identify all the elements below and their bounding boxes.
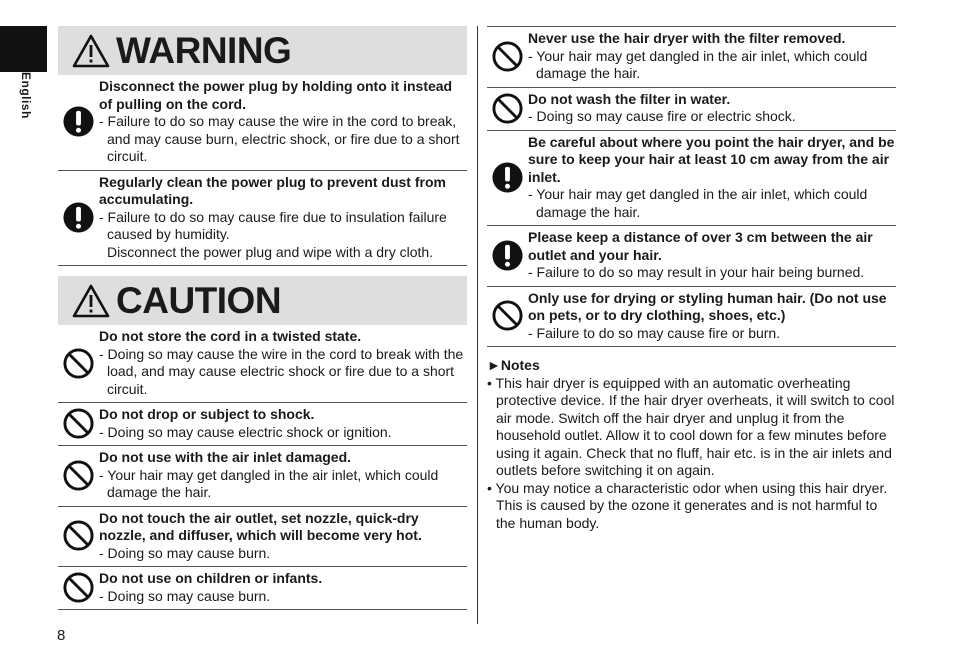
item-detail: - Your hair may get dangled in the air inlet, which could damage the hair. xyxy=(528,47,868,81)
prohibited-icon xyxy=(491,299,524,332)
language-tab xyxy=(0,26,47,72)
item-detail: - Failure to do so may cause fire due to insulation failure caused by humidity. xyxy=(99,208,447,242)
notes-title: ►Notes xyxy=(487,357,540,373)
prohibited-icon xyxy=(62,459,95,492)
item-icon-cell xyxy=(58,328,99,398)
item-detail: - Doing so may cause the wire in the cord to break with the load, and may cause electric shock or fire due to a short circuit. xyxy=(99,345,464,397)
item-icon-cell xyxy=(487,290,528,343)
prohibited-icon xyxy=(62,519,95,552)
item-detail: - Doing so may cause electric shock or ignition. xyxy=(99,423,392,440)
item-icon-cell xyxy=(58,449,99,502)
prohibited-icon xyxy=(62,407,95,440)
item-text xyxy=(528,290,896,343)
warning-heading: WARNING xyxy=(116,30,292,71)
item-title: Do not store the cord in a twisted state. xyxy=(99,328,362,344)
item-detail: - Failure to do so may result in your hair being burned. xyxy=(528,264,865,280)
item-title: Only use for drying or styling human hair. (Do not use on pets, or to dry clothing, shoes, etc.) xyxy=(528,289,887,323)
safety-item xyxy=(58,75,467,171)
item-icon-cell xyxy=(58,406,99,441)
item-text xyxy=(528,30,896,83)
safety-item xyxy=(58,403,467,446)
item-title: Never use the hair dryer with the filter removed. xyxy=(528,30,846,46)
mandatory-icon xyxy=(62,105,95,138)
caution-list xyxy=(58,325,467,610)
item-icon-cell xyxy=(487,30,528,83)
item-text xyxy=(528,91,896,126)
language-label: English xyxy=(19,72,33,119)
prohibited-icon xyxy=(62,347,95,380)
prohibited-icon xyxy=(491,92,524,125)
safety-item xyxy=(58,446,467,507)
item-detail: - Doing so may cause burn. xyxy=(99,587,271,604)
safety-item xyxy=(58,325,467,403)
item-text xyxy=(99,570,467,605)
item-text xyxy=(528,134,896,222)
item-text xyxy=(99,174,467,262)
item-text xyxy=(99,78,467,166)
safety-item xyxy=(58,507,467,568)
caution-header xyxy=(58,276,467,325)
item-text xyxy=(99,449,467,502)
item-title: Do not wash the filter in water. xyxy=(528,90,731,107)
item-title: Do not use on children or infants. xyxy=(99,570,323,586)
warning-list xyxy=(58,75,467,266)
safety-item xyxy=(58,567,467,610)
item-icon-cell xyxy=(487,229,528,282)
safety-item xyxy=(487,287,896,348)
item-icon-cell xyxy=(58,510,99,563)
item-icon-cell xyxy=(58,174,99,262)
page-number: 8 xyxy=(57,627,66,644)
prohibited-icon xyxy=(62,571,95,604)
item-text xyxy=(99,510,467,563)
column-divider xyxy=(477,26,478,624)
safety-item xyxy=(487,131,896,227)
safety-item xyxy=(487,88,896,131)
item-detail: - Failure to do so may cause fire or burn. xyxy=(528,324,781,341)
mandatory-icon xyxy=(491,239,524,272)
item-icon-cell xyxy=(487,91,528,126)
warning-triangle-icon xyxy=(72,34,110,68)
right-list xyxy=(487,26,896,347)
notes-section xyxy=(487,357,896,532)
caution-heading: CAUTION xyxy=(116,280,282,321)
item-detail: - Your hair may get dangled in the air inlet, which could damage the hair. xyxy=(99,466,439,500)
item-icon-cell xyxy=(58,78,99,166)
item-detail: - Doing so may cause burn. xyxy=(99,544,271,561)
prohibited-icon xyxy=(491,40,524,73)
notes-bullet: • This hair dryer is equipped with an automatic overheating protective device. If the hair dryer overheats, it will switch to cool air mode. Switch off the hair dryer and unplug it from the household outlet. Allow it to cool down for a few minutes before using it again. Check that no fluff, hair etc. is in the air inlets and outlets before switching it on again. xyxy=(487,374,895,478)
safety-item xyxy=(58,171,467,267)
item-extra: Disconnect the power plug and wipe with a dry cloth. xyxy=(107,243,434,260)
safety-item xyxy=(487,226,896,287)
warning-header xyxy=(58,26,467,75)
notes-bullet: • You may notice a characteristic odor when using this hair dryer. This is caused by the ozone it generates and is not harmful to the human body. xyxy=(487,479,888,531)
left-column xyxy=(58,26,467,610)
caution-triangle-icon xyxy=(72,284,110,318)
item-title: Please keep a distance of over 3 cm between the air outlet and your hair. xyxy=(528,229,873,263)
mandatory-icon xyxy=(62,201,95,234)
item-title: Do not touch the air outlet, set nozzle, quick-dry nozzle, and diffuser, which will become very hot. xyxy=(99,509,422,543)
item-detail: - Your hair may get dangled in the air inlet, which could damage the hair. xyxy=(528,186,868,220)
item-title: Do not drop or subject to shock. xyxy=(99,406,315,422)
item-title: Be careful about where you point the hair dryer, and be sure to keep your hair at least 10 cm away from the air inlet. xyxy=(528,133,895,185)
item-text xyxy=(99,328,467,398)
item-title: Disconnect the power plug by holding onto it instead of pulling on the cord. xyxy=(99,78,453,112)
item-icon-cell xyxy=(487,134,528,222)
item-text xyxy=(528,229,896,282)
item-detail: - Failure to do so may cause the wire in the cord to break, and may cause burn, electric shock, or fire due to a short circuit. xyxy=(99,113,460,164)
right-column xyxy=(487,26,896,532)
safety-item xyxy=(487,26,896,88)
item-title: Do not use with the air inlet damaged. xyxy=(99,449,352,465)
mandatory-icon xyxy=(491,161,524,194)
item-title: Regularly clean the power plug to prevent dust from accumulating. xyxy=(99,173,446,207)
item-detail: - Doing so may cause fire or electric shock. xyxy=(528,108,796,124)
item-icon-cell xyxy=(58,570,99,605)
item-text xyxy=(99,406,467,441)
